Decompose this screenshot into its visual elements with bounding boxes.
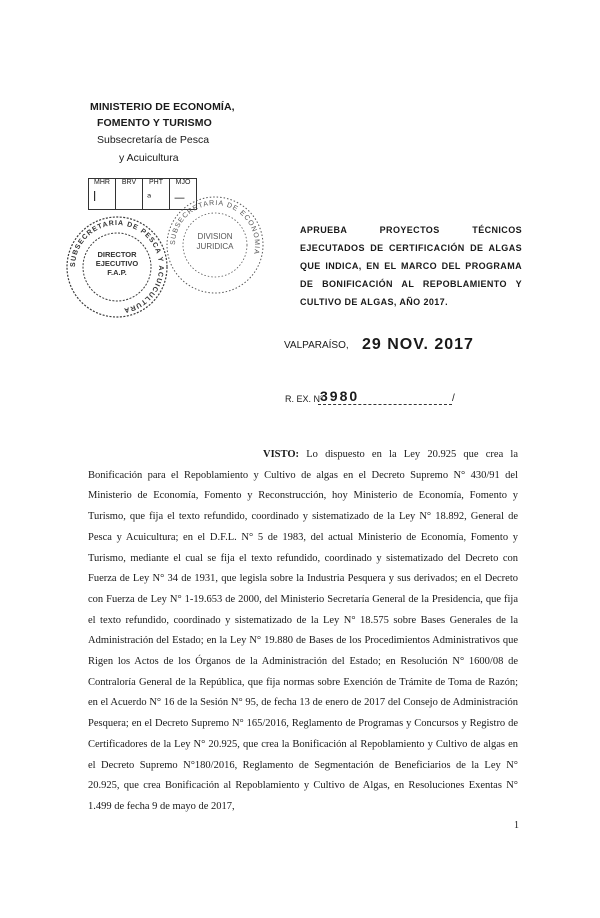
initials-code: MHR — [94, 179, 110, 186]
ministry-line-1: MINISTERIO DE ECONOMÍA, — [90, 101, 235, 113]
ministry-line-2: FOMENTO Y TURISMO — [97, 117, 212, 129]
initials-code: BRV — [121, 179, 137, 186]
page-number: 1 — [514, 820, 519, 831]
visto-label: VISTO: — [263, 449, 299, 460]
initials-mark: — — [174, 191, 185, 204]
resolution-suffix: / — [452, 393, 455, 404]
subsecretaria-line-2: y Acuicultura — [119, 152, 179, 164]
director-stamp — [62, 212, 172, 322]
initials-mark: ꟾ — [93, 191, 97, 204]
initials-mark: ᵃ — [147, 191, 152, 204]
subsecretaria-line-1: Subsecretaría de Pesca — [97, 134, 210, 146]
initials-code: MJO — [175, 179, 191, 186]
stamp-ring-text: SUBSECRETARIA DE PESCA Y ACUICULTURA — [69, 219, 165, 314]
stamp-ring-text: SUBSECRETARIA DE ECONOMIA — [169, 199, 261, 256]
initials-code: PHT — [149, 179, 163, 186]
resolution-underline — [318, 404, 452, 405]
date-stamp: 29 NOV. 2017 — [362, 336, 474, 353]
initials-cell — [88, 178, 116, 210]
visto-text: Lo dispuesto en la Ley 20.925 que crea la Bonificación para el Repoblamiento y Cultivo de algas en el Decreto Supremo N° 430/91 del Ministerio de Economía, Fomento y Reconstrucción, hoy Ministerio de Economía, Fomento y Turismo, que fija el texto refundido, coordinado y sistematizado de la Ley N° 18.892, General de Pesca y Acuicultura; en el D.F.L. N° 5 de 1983, del actual Ministerio de Economía, Fomento y Turismo, mediante el cual se fija el texto refundido, coordinado y sistematizado del Decreto con Fuerza de Ley N° 34 de 1931, que legisla sobre la Industria Pesquera y sus derivados; en el Decreto con Fuerza de Ley N° 1-19.653 de 2000, del Ministerio Secretaría General de la Presidencia, que fija el texto refundido, coordinado y sistematizado de la Ley N° 18.575 sobre Bases Generales de la Administración del Estado; en la Ley N° 19.880 de Bases de los Procedimientos Administrativos que Rigen los Actos de los Órganos de la Administración del Estado; en Resolución N° 1600/08 de Contraloría General de la República, que fija normas sobre Exención de Trámite de Toma de Razón; en el Acuerdo N° 16 de la Sesión N° 95, de fecha 13 de enero de 2017 del Consejo de Administración Pesquera; en el Decreto Supremo N° 165/2016, Reglamento de Programas y Concursos y Registro de Certificadores de la Ley N° 20.925, que crea la Bonificación al Repoblamiento y Cultivo de algas en el Decreto Supremo N°180/2016, Reglamento de Segmentación de Beneficiarios de la Ley N° 20.925, que crea Bonificación al Repoblamiento y Cultivo de Algas, en Resoluciones Exentas N° 1.499 de fecha 9 de mayo de 2017, — [88, 449, 519, 812]
place-label: VALPARAÍSO, — [284, 340, 349, 351]
stamp-center-text: DIRECTOR EJECUTIVO F.A.P. — [95, 250, 139, 277]
juridica-stamp — [160, 190, 270, 300]
resolution-title: APRUEBA PROYECTOS TÉCNICOS EJECUTADOS DE CERTIFICACIÓN DE ALGAS QUE INDICA, EN EL MARCO DEL PROGRAMA DE BONIFICACIÓN AL REPOBLAMIENTO Y CULTIVO DE ALGAS, AÑO 2017. — [300, 225, 522, 307]
resolution-label: R. EX. N° — [285, 394, 324, 404]
stamp-center-text: DIVISION JURIDICA — [196, 232, 234, 251]
initials-cell — [115, 178, 143, 210]
resolution-number: 3980 — [320, 388, 360, 404]
visto-paragraph — [88, 445, 518, 818]
